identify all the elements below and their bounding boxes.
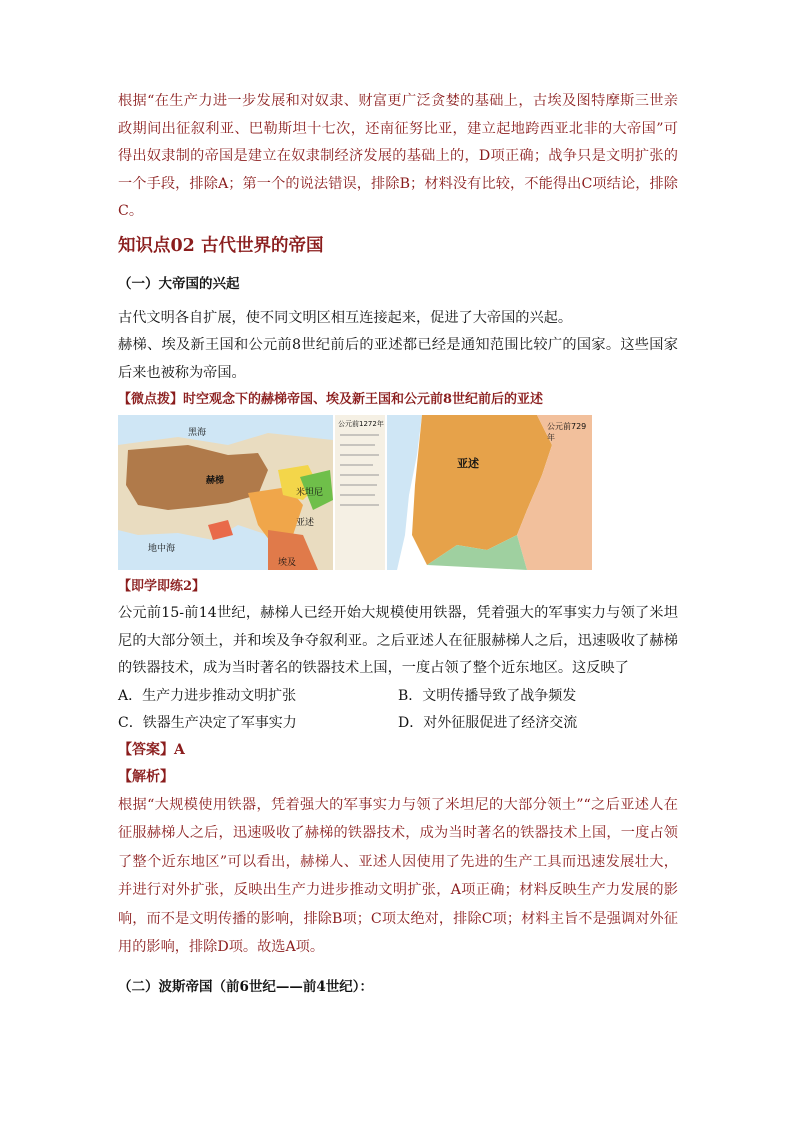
paragraph-line-2: 赫梯、埃及新王国和公元前8世纪前后的亚述都已经是通知范围比较广的国家。这些国家后来也被称为帝国。 [118,337,678,381]
legend-lines [335,415,385,570]
micro-tip-label: 【微点拨】时空观念下的赫梯帝国、埃及新王国和公元前8世纪前后的亚述 [118,392,544,407]
mediterranean-label: 地中海 [148,544,176,554]
options-grid [118,683,678,737]
document-page [118,88,678,1008]
assyria-empire-map [387,415,592,570]
intro-paragraph: 根据“在生产力进一步发展和对奴隶、财富更广泛贪婪的基础上，古埃及图特摩斯三世亲政期间出征叙利亚、巴勒斯坦十七次，还南征努比亚，建立起地跨西亚北非的大帝国”可得出奴隶制的帝国是建立在奴隶制经济发展的基础上的，D项正确；战争只是文明扩张的一个手段，排除A；第一个的说法错误，排除B；材料没有比较，不能得出C项结论，排除C。 [118,93,678,219]
option-d: D．对外征服促进了经济交流 [398,714,578,731]
black-sea-label: 黑海 [188,428,207,438]
option-c: C．铁器生产决定了军事实力 [118,714,297,731]
middle-year-label: 公元前1272年 [338,420,384,428]
question-text: 公元前15-前14世纪，赫梯人已经开始大规模使用铁器，凭着强大的军事实力与领了米坦尼的大部分领土，并和埃及争夺叙利亚。之后亚述人在征服赫梯人之后，迅速吸收了赫梯的铁器技术，成为当时著名的铁器技术上国，一度占领了整个近东地区。这反映了 [118,605,678,676]
assyria-label-right: 亚述 [457,457,479,470]
option-a: A．生产力进步推动文明扩张 [118,687,297,704]
assyria-label-left: 亚述 [296,518,315,528]
hittite-empire-map [118,415,333,570]
subsection-title-1: （一）大帝国的兴起 [118,275,240,292]
option-b: B．文明传播导致了战争频发 [398,687,577,704]
answer-label: 【答案】A [118,741,185,758]
practice-label: 【即学即练2】 [118,579,206,594]
mitanni-label: 米坦尼 [296,488,324,498]
paragraph-line-1: 古代文明各自扩展，使不同文明区相互连接起来，促进了大帝国的兴起。 [118,309,573,326]
map-legend-panel [335,415,385,570]
historical-maps [118,415,592,570]
hittite-label: 赫梯 [206,476,225,486]
section-title: 知识点02 古代世界的帝国 [118,235,324,256]
analysis-label: 【解析】 [118,768,174,785]
egypt-label: 埃及 [278,558,297,568]
analysis-text: 根据“大规模使用铁器，凭着强大的军事实力与领了米坦尼的大部分领土”“之后亚述人在征服赫梯人之后，迅速吸收了赫梯的铁器技术，成为当时著名的铁器技术上国，一度占领了整个近东地区”可以看出，赫梯人、亚述人因使用了先进的生产工具而迅速发展壮大，并进行对外扩张，反映出生产力进步推动文明扩张，A项正确；材料反映生产力发展的影响，而不是文明传播的影响，排除B项；C项太绝对，排除C项；材料主旨不是强调对外征用的影响，排除D项。故选A项。 [118,796,678,955]
right-year-label: 公元前729年 [547,422,587,442]
subsection-title-2: （二）波斯帝国（前6世纪——前4世纪）： [118,978,374,995]
